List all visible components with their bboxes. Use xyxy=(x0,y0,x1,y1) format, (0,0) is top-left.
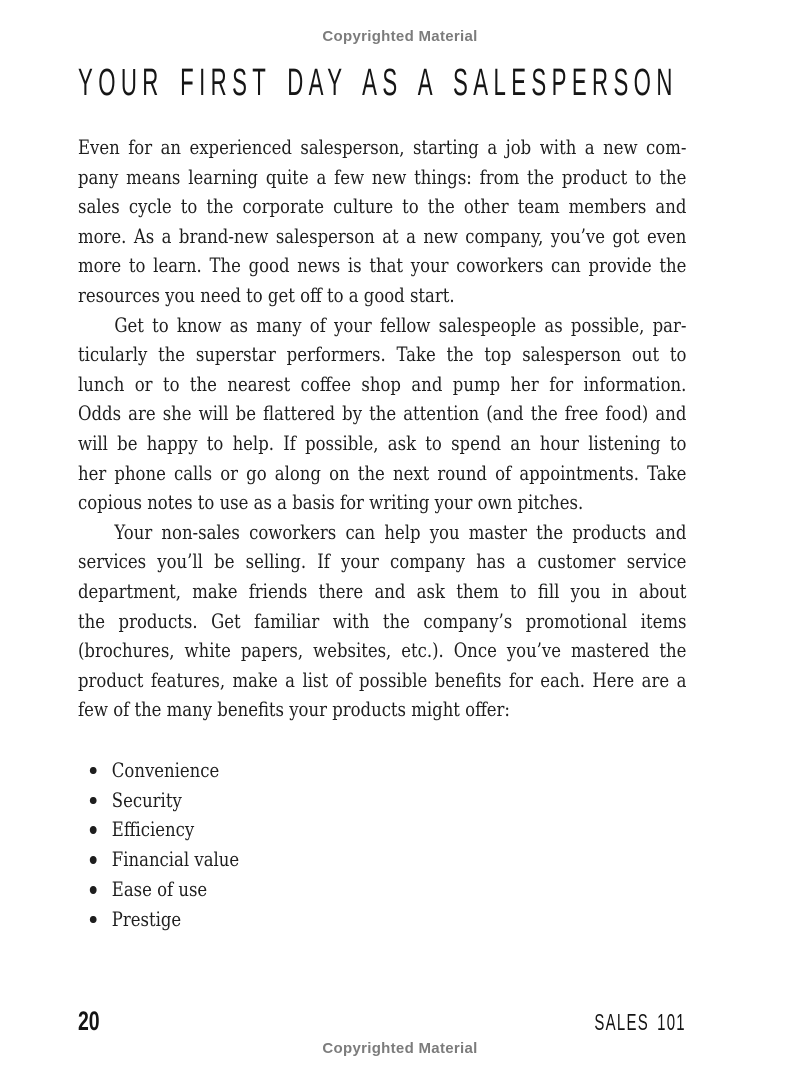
paragraph xyxy=(78,133,686,311)
book-title: SALES 101 xyxy=(594,1009,686,1035)
text-line: services you’ll be selling. If your company has a customer service xyxy=(78,550,687,574)
body-block xyxy=(78,133,686,935)
copyright-notice-bottom: Copyrighted Material xyxy=(322,1040,478,1057)
text-line: Even for an experienced salesperson, starting a job with a new com- xyxy=(78,136,687,159)
bullet-dot-icon xyxy=(90,916,96,924)
bullet-item xyxy=(78,815,686,845)
bullet-dot-icon xyxy=(90,797,96,805)
text-line: more to learn. The good news is that your coworkers can provide the xyxy=(78,254,687,278)
page-number: 20 xyxy=(78,1006,100,1036)
bullet-label: Convenience xyxy=(111,758,220,782)
text-line: ticularly the superstar performers. Take the top salesperson out to xyxy=(78,343,687,367)
chapter-title-wrap xyxy=(78,62,800,104)
text-line: few of the many benefits your products might offer: xyxy=(78,698,510,722)
text-line: department, make friends there and ask them to fill you in about xyxy=(78,579,687,603)
bullet-item xyxy=(78,845,686,875)
text-line: Your non-sales coworkers can help you master the products and xyxy=(114,520,687,544)
body-text xyxy=(78,133,686,725)
text-line: copious notes to use as a basis for writing your own pitches. xyxy=(78,491,584,515)
text-line: (brochures, white papers, websites, etc.). Once you’ve mastered the xyxy=(78,639,687,663)
text-line: will be happy to help. If possible, ask to spend an hour listening to xyxy=(78,431,687,455)
paragraph xyxy=(78,518,686,725)
text-line: more. As a brand-new salesperson at a new company, you’ve got even xyxy=(78,224,687,248)
bullet-item xyxy=(78,875,686,905)
text-line: Odds are she will be flattered by the attention (and the free food) and xyxy=(78,402,687,426)
bullet-label: Security xyxy=(111,788,182,812)
benefits-bullet-list xyxy=(78,756,686,935)
bullet-dot-icon xyxy=(90,856,96,864)
bullet-item xyxy=(78,756,686,786)
bullet-item xyxy=(78,786,686,816)
bullet-label: Financial value xyxy=(111,848,240,872)
bullet-label: Prestige xyxy=(111,907,182,931)
text-line: Get to know as many of your fellow salespeople as possible, par- xyxy=(114,313,687,337)
text-line: resources you need to get off to a good start. xyxy=(78,283,455,307)
text-line: lunch or to the nearest coffee shop and pump her for information. xyxy=(78,372,687,396)
text-line: pany means learning quite a few new things: from the product to the xyxy=(78,165,687,189)
copyright-notice-top: Copyrighted Material xyxy=(322,28,478,45)
bullet-dot-icon xyxy=(90,886,96,894)
footer xyxy=(78,1006,686,1037)
text-line: her phone calls or go along on the next round of appointments. Take xyxy=(78,461,687,485)
bullet-label: Ease of use xyxy=(111,878,208,902)
bullet-dot-icon xyxy=(90,767,96,775)
chapter-title: YOUR FIRST DAY AS A SALESPERSON xyxy=(78,61,678,104)
bullet-dot-icon xyxy=(90,826,96,834)
paragraph xyxy=(78,311,686,518)
text-line: sales cycle to the corporate culture to the other team members and xyxy=(78,195,687,219)
text-line: the products. Get familiar with the company’s promotional items xyxy=(78,609,687,633)
bullet-item xyxy=(78,905,686,935)
bullet-label: Efficiency xyxy=(111,818,195,842)
text-line: product features, make a list of possible benefits for each. Here are a xyxy=(78,668,687,692)
